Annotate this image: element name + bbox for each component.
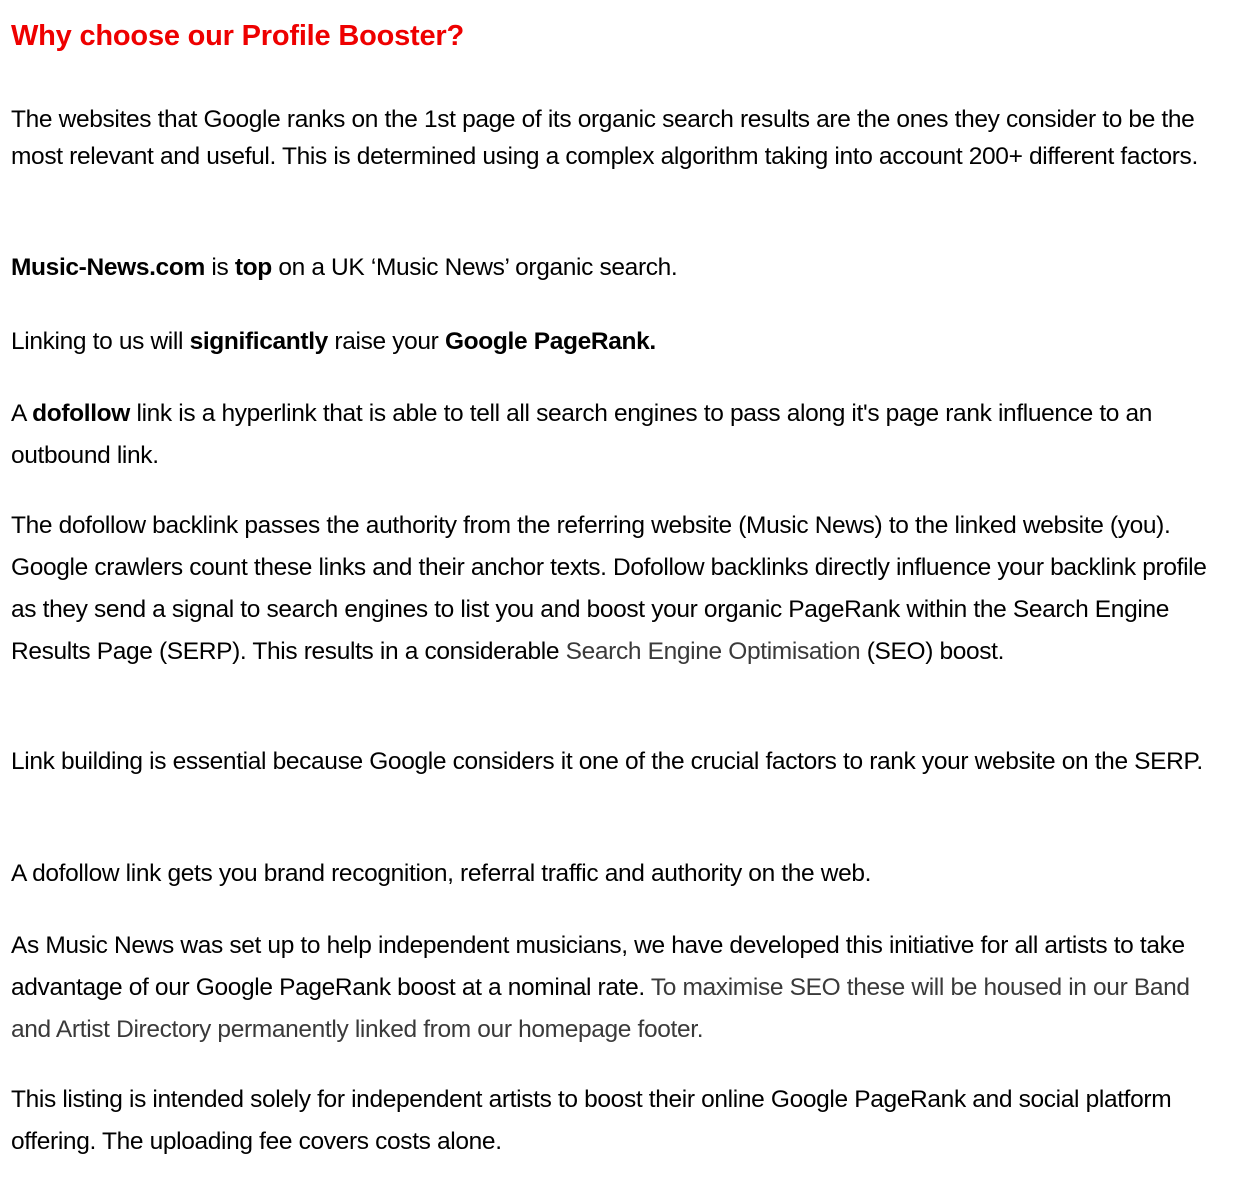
paragraph-linking	[11, 323, 1233, 360]
paragraph-ranking	[11, 249, 1233, 286]
backlink-seo: Search Engine Optimisation	[565, 638, 861, 665]
backlink-main: The dofollow backlink passes the authority from the referring website (Music News) to the linked website (you). Google crawlers count these links and their anchor texts. Dofollow backlinks directly influence your backlink profile as they send a signal to search engines to list you and boost your organic PageRank within the Search Engine Results Page (SERP). This results in a considerable	[11, 512, 1207, 665]
ranking-rest: on a UK ‘Music News’ organic search.	[271, 254, 678, 281]
paragraph-listing	[11, 1079, 1233, 1163]
linking-mid: raise your	[327, 328, 445, 355]
linking-significantly: significantly	[189, 328, 328, 355]
benefits-text: A dofollow link gets you brand recognition, referral traffic and authority on the web.	[11, 860, 872, 887]
page-title: Why choose our Profile Booster?	[11, 20, 465, 52]
linking-lead: Linking to us will	[11, 328, 190, 355]
backlink-end: (SEO) boost.	[860, 638, 1005, 665]
link-building-text: Link building is essential because Google considers it one of the crucial factors to rank your website on the SERP.	[11, 748, 1203, 775]
initiative-main: As Music News was set up to help independent musicians, we have developed this initiative for all artists to take advantage of our Google PageRank boost at a nominal rate.	[11, 932, 1185, 1001]
ranking-is: is	[204, 254, 235, 281]
site-name: Music-News.com	[11, 254, 205, 281]
linking-pagerank: Google PageRank.	[444, 328, 656, 355]
paragraph-backlink	[11, 505, 1233, 673]
dofollow-term: dofollow	[32, 400, 131, 427]
initiative-directory: To maximise SEO these will be housed in our Band and Artist Directory permanently linked from our homepage footer.	[11, 974, 1190, 1043]
ranking-top: top	[234, 254, 272, 281]
paragraph-initiative	[11, 925, 1233, 1051]
paragraph-benefits	[11, 853, 1233, 895]
dofollow-lead: A	[11, 400, 33, 427]
listing-text: This listing is intended solely for independent artists to boost their online Google PageRank and social platform offering. The uploading fee covers costs alone.	[11, 1086, 1172, 1155]
paragraph-intro-text: The websites that Google ranks on the 1st page of its organic search results are the ones they consider to be the most relevant and useful. This is determined using a complex algorithm taking into account 200+ different factors.	[11, 106, 1198, 170]
paragraph-dofollow-definition	[11, 393, 1233, 477]
paragraph-intro	[11, 101, 1233, 175]
dofollow-rest: link is a hyperlink that is able to tell all search engines to pass along it's page rank influence to an outbound link.	[11, 400, 1153, 469]
paragraph-link-building	[11, 741, 1233, 783]
